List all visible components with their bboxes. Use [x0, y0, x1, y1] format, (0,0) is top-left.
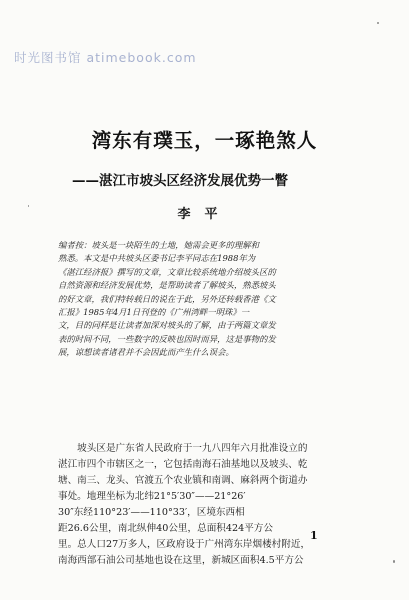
- editor-note-line: 熟悉。本文是中共坡头区委书记李平同志在1988年为: [58, 253, 256, 264]
- body-line: 湛江市四个市辖区之一，它包括南海石油基地以及坡头、乾: [58, 459, 308, 470]
- body-line: 距26.6公里，南北纵伸40公里，总面积424平方公: [58, 523, 273, 534]
- editor-note: [58, 239, 358, 360]
- editor-note-line: 编者按：坡头是一块陌生的土地，她需会更多的理解和: [58, 240, 259, 250]
- watermark: 时光图书馆 atimebook.com: [14, 50, 197, 65]
- page-number: 1: [310, 529, 318, 542]
- body-line: 30″东经110°23′——110°33′，区境东西相: [58, 507, 245, 518]
- editor-note-line: 表的时间不同，一些数字的反映也因时而异，这是事物的发: [58, 333, 276, 344]
- body-line: 事处。地理坐标为北纬21°5′30″——21°26′: [58, 491, 246, 502]
- editor-note-line: 文，目的同样是让读者加深对坡头的了解，由于两篇文章发: [58, 320, 276, 331]
- body-line: 坡头区是广东省人民政府于一九八四年六月批准设立的: [58, 443, 308, 454]
- author-name: 李平: [177, 207, 232, 222]
- editor-note-line: 的好文章，我们特转载日的说在于此，另外还转载香港《文: [58, 293, 276, 304]
- scan-speck: [28, 205, 29, 207]
- article-title: 湾东有璞玉，一琢艳煞人: [91, 129, 318, 152]
- body-line: 南海西部石油公司基地也设在这里，新城区面积4.5平方公: [58, 555, 304, 566]
- body-line: 塘、南三、龙头、官渡五个农业镇和南调、麻斜两个街道办: [58, 475, 308, 486]
- article-subtitle: ——湛江市坡头区经济发展优势一瞥: [72, 173, 288, 189]
- scan-speck: [393, 560, 395, 563]
- editor-note-line: 《湛江经济报》撰写的文章，文章比较系统地介绍坡头区的: [58, 266, 276, 277]
- scan-speck: [377, 22, 379, 24]
- editor-note-line: 展，谅想读者诸君并不会因此而产生什么误会。: [58, 347, 234, 358]
- body-paragraph: [58, 441, 370, 569]
- editor-note-line: 汇报》1985年4月1日刊登的《广州湾畔一明珠》一: [58, 307, 250, 318]
- body-line: 里。总人口27万多人，区政府设于广州湾东岸烟楼村附近，: [58, 539, 311, 550]
- editor-note-line: 自然资源和经济发展优势，是帮助读者了解坡头，熟悉坡头: [58, 280, 276, 291]
